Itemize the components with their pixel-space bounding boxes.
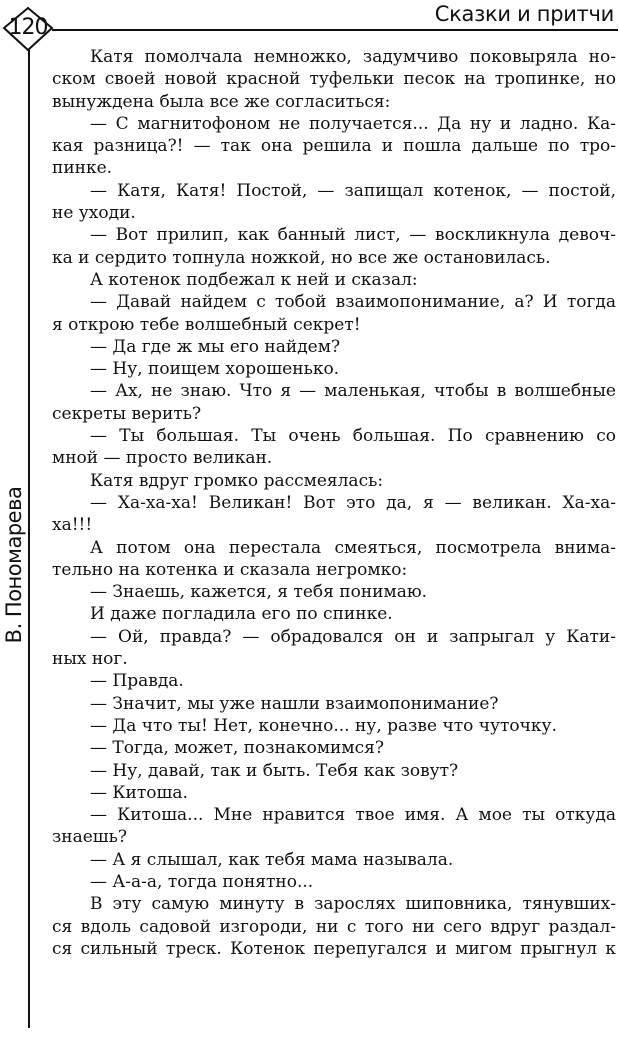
text-line: — Китоша... Мне нравится твое имя. А мое ты откуда: [90, 805, 616, 826]
text-line: — Тогда, может, познакомимся?: [90, 738, 384, 759]
text-line: — Китоша.: [90, 782, 188, 803]
text-line: — Ах, не знаю. Что я — маленькая, чтобы в волшебные: [90, 381, 616, 402]
text-line: Катя вдруг громко рассмеялась:: [90, 470, 384, 491]
text-line: — С магнитофоном не получается... Да ну и ладно. Ка-: [90, 113, 616, 134]
text-line: — Вот прилип, как банный лист, — воскликнула девоч-: [90, 225, 616, 246]
text-line: ка и сердито топнула ножкой, но все же остановилась.: [52, 247, 551, 268]
text-line: — Значит, мы уже нашли взаимопонимание?: [90, 693, 499, 714]
text-line: А котенок подбежал к ней и сказал:: [90, 269, 418, 290]
text-line: — Ну, давай, так и быть. Тебя как зовут?: [90, 760, 459, 781]
text-line: — Да что ты! Нет, конечно... ну, разве что чуточку.: [90, 715, 557, 736]
text-line: секреты верить?: [52, 403, 202, 424]
running-header-title: Сказки и притчи: [434, 2, 614, 26]
text-line: — Ну, поищем хорошенько.: [90, 359, 340, 380]
text-line: ся сильный треск. Котенок перепугался и мигом прыгнул к: [52, 938, 616, 959]
text-line: — Давай найдем с тобой взаимопонимание, а? И тогда: [90, 292, 616, 313]
text-line: ся вдоль садовой изгороди, ни с того ни сего вдруг раздал-: [52, 916, 616, 937]
text-line: ха!!!: [52, 515, 93, 536]
text-line: А потом она перестала смеяться, посмотрела внима-: [90, 537, 616, 558]
text-line: — Катя, Катя! Постой, — запищал котенок, — постой,: [90, 180, 616, 201]
author-sidebar: [0, 470, 28, 660]
text-line: — А-а-а, тогда понятно...: [90, 871, 314, 892]
page-number: 120: [8, 15, 48, 40]
text-line: не уходи.: [52, 203, 136, 224]
text-line: пинке.: [52, 158, 113, 179]
text-line: я открою тебе волшебный секрет!: [52, 314, 361, 335]
page-number-badge: [2, 6, 54, 52]
text-line: ском своей новой красной туфельки песок на тропинке, но: [52, 69, 616, 90]
text-line: — Да где ж мы его найдем?: [90, 336, 341, 357]
text-line: В эту самую минуту в зарослях шиповника, тянувших-: [90, 894, 616, 915]
text-line: И даже погладила его по спинке.: [90, 604, 393, 625]
text-line: — Ой, правда? — обрадовался он и запрыгал у Кати-: [90, 626, 616, 647]
text-line: — Знаешь, кажется, я тебя понимаю.: [90, 582, 428, 603]
body-text: [52, 46, 616, 960]
text-line: Катя помолчала немножко, задумчиво поковыряла но-: [90, 47, 616, 67]
text-line: — Правда.: [90, 671, 184, 692]
text-line: — Ха-ха-ха! Великан! Вот это да, я — великан. Ха-ха-: [90, 492, 616, 513]
side-rule: [28, 50, 30, 1028]
text-line: — Ты большая. Ты очень большая. По сравнению со: [90, 426, 616, 447]
text-line: мной — просто великан.: [52, 448, 273, 469]
text-line: тельно на котенка и сказала негромко:: [52, 559, 408, 580]
text-line: кая разница?! — так она решила и пошла дальше по тро-: [52, 136, 616, 157]
text-line: вынуждена была все же согласиться:: [52, 91, 391, 112]
text-line: — А я слышал, как тебя мама называла.: [90, 849, 454, 870]
header-rule: [52, 29, 618, 31]
text-line: ных ног.: [52, 649, 128, 670]
author-name: В. Пономарева: [2, 486, 26, 644]
text-line: знаешь?: [52, 827, 127, 848]
